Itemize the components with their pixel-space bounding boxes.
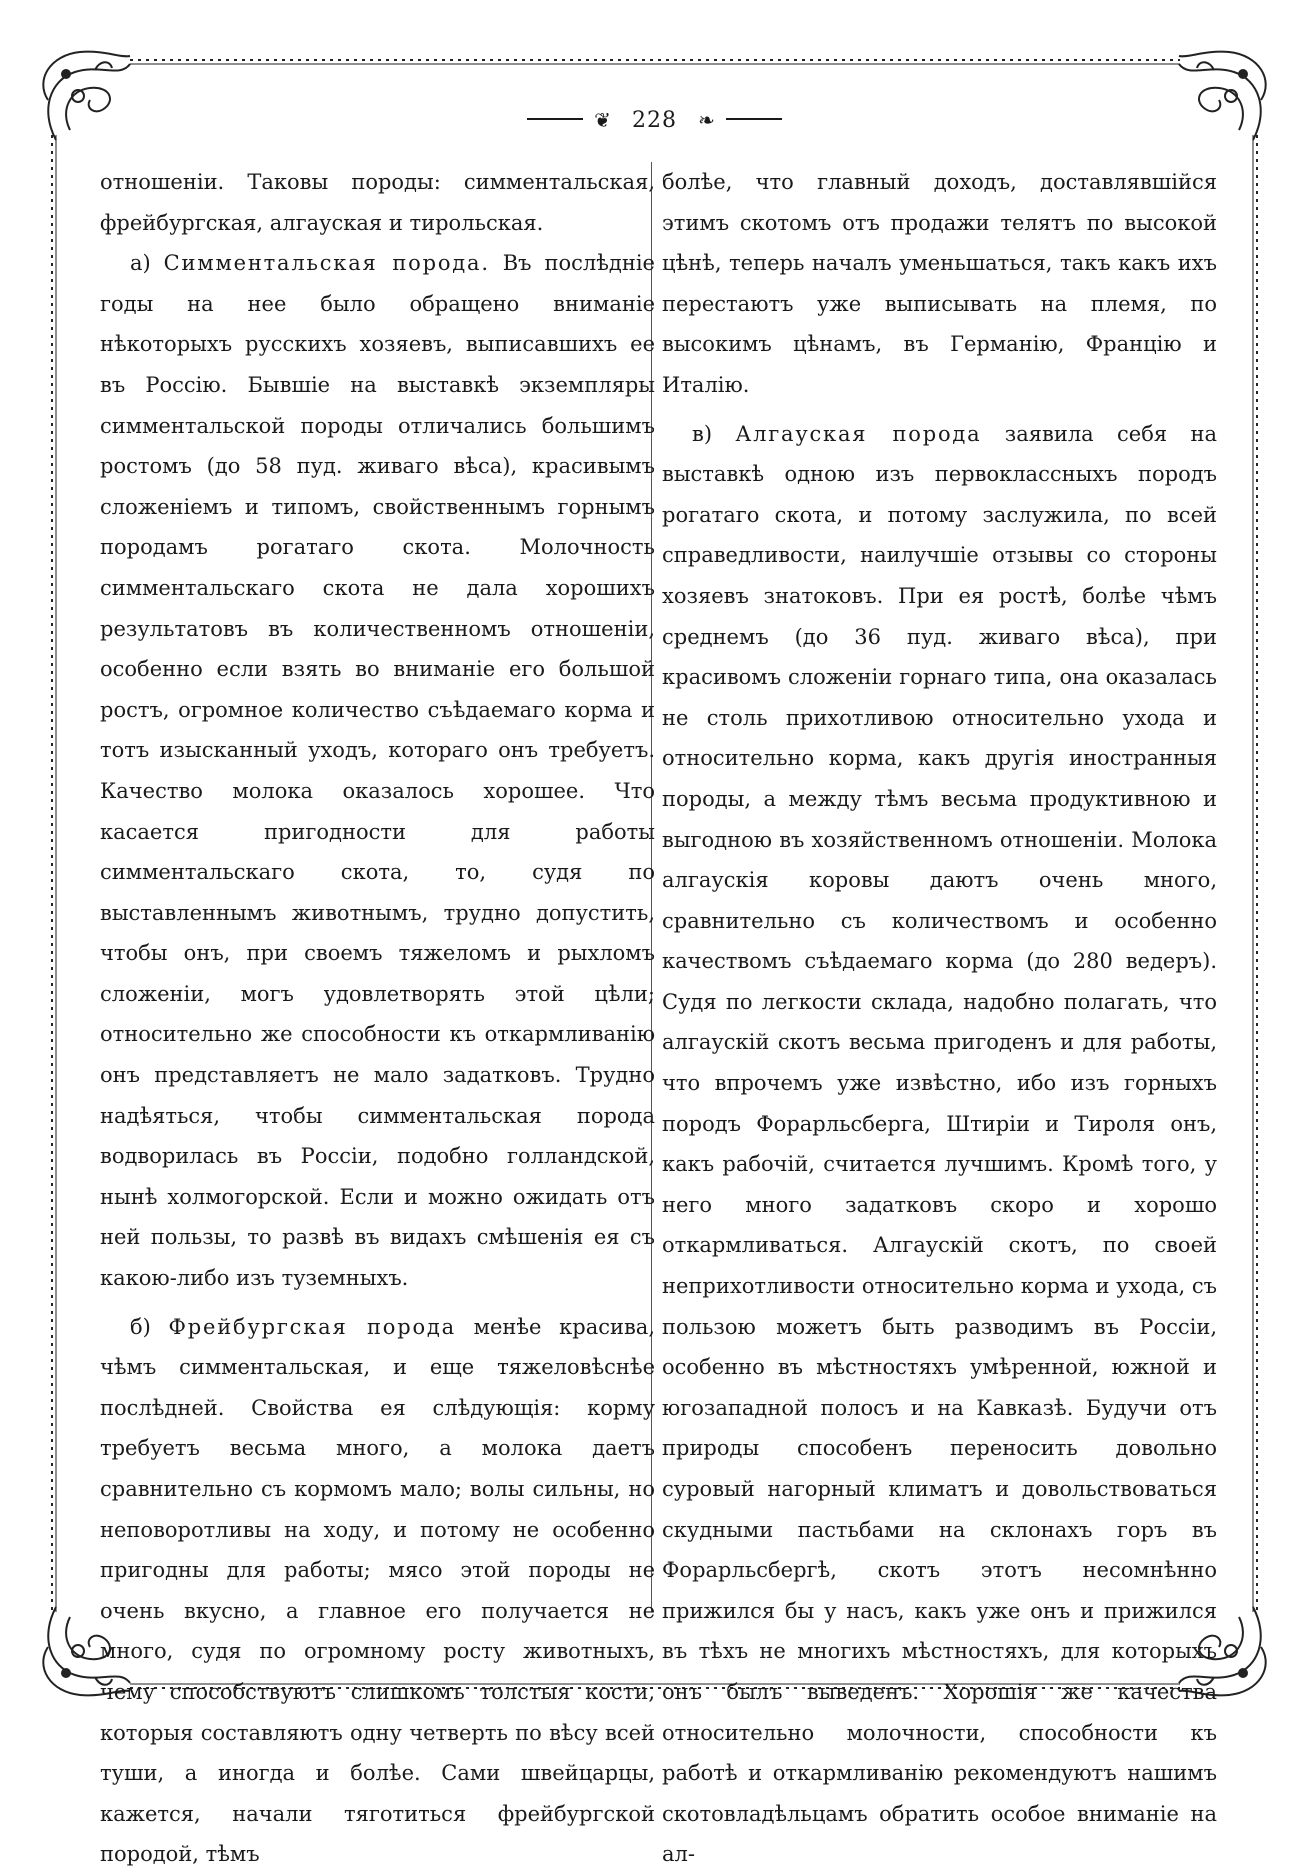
paragraph-text: менѣе красива, чѣмъ симментальская, и еще тяжеловѣснѣе послѣдней. Свойства ея слѣдующія: корму требуетъ весьма много, а молока даетъ сравнительно съ кормомъ мало; волы сильны, но неповоротливы на ходу, и потому не особенно пригодны для работы; мясо этой породы не очень вкусно, а главное его получается не много, судя по огромному росту животныхъ, чему способствуютъ слишкомъ толстыя кости, которыя составляютъ одну четверть по вѣсу всей туши, а иногда и болѣе. Сами швейцарцы, кажется, начали тяготиться фрейбургской породой, тѣмъ	[100, 1314, 655, 1867]
list-marker: а)	[130, 251, 151, 276]
right-column	[662, 162, 1217, 1867]
paragraph-freiburg	[100, 1307, 655, 1875]
header-rule-left	[527, 118, 583, 120]
left-column	[100, 162, 655, 1867]
paragraph	[662, 162, 1217, 406]
page-header	[0, 104, 1309, 144]
section-heading: Фрейбургская порода	[168, 1314, 456, 1339]
list-marker: в)	[692, 421, 713, 446]
paragraph-simmental	[100, 243, 655, 1298]
paragraph-text: Въ послѣдніе годы на нее было обращено вниманіе нѣкоторыхъ русскихъ хозяевъ, выписавшихъ ее въ Россію. Бывшіе на выставкѣ экземпляры симментальской породы отличались большимъ ростомъ (до 58 пуд. живаго вѣса), красивымъ сложеніемъ и типомъ, свойственнымъ горнымъ породамъ рогатаго скота. Молочность симментальскаго скота не дала хорошихъ результатовъ въ количественномъ отношеніи, особенно если взять во вниманіе его большой ростъ, огромное количество съѣдаемаго корма и тотъ изысканный уходъ, котораго онъ требуетъ. Качество молока оказалось хорошее. Что касается пригодности для работы симментальскаго скота, то, судя по выставленнымъ животнымъ, трудно допустить, чтобы онъ, при своемъ тяжеломъ и рыхломъ сложеніи, могъ удовлетворять этой цѣли; относительно же способности къ откармливанію онъ представляетъ не мало задатковъ. Трудно надѣяться, чтобы симментальская порода водворилась въ Россіи, подобно голландской, нынѣ холмогорской. Если и можно ожидать отъ ней пользы, то развѣ въ видахъ смѣшенія ея съ какою-либо изъ туземныхъ.	[100, 251, 655, 1291]
header-ornament-right-icon: ❧	[698, 107, 715, 132]
paragraph-text: болѣе, что главный доходъ, доставлявшійся этимъ скотомъ отъ продажи телятъ по высокой цѣнѣ, теперь началъ уменьшаться, такъ какъ ихъ перестаютъ уже выписывать на племя, по высокимъ цѣнамъ, въ Германію, Францію и Италію.	[662, 170, 1217, 397]
paragraph	[100, 162, 655, 243]
list-marker: б)	[130, 1314, 151, 1339]
section-heading: Алгауская порода	[735, 421, 982, 446]
section-heading: Симментальская порода.	[163, 251, 490, 276]
paragraph-text: заявила себя на выставкѣ одною изъ первоклассныхъ породъ рогатаго скота, и потому заслужила, по всей справедливости, наилучшіе отзывы со стороны хозяевъ знатоковъ. При ея ростѣ, болѣе чѣмъ среднемъ (до 36 пуд. живаго вѣса), при красивомъ сложеніи горнаго типа, она оказалась не столь прихотливою относительно ухода и относительно корма, какъ другія иностранныя породы, а между тѣмъ весьма продуктивною и выгодною въ хозяйственномъ отношеніи. Молока алгаускія коровы даютъ очень много, сравнительно съ количествомъ и особенно качествомъ съѣдаемаго корма (до 280 ведеръ). Судя по легкости склада, надобно полагать, что алгаускій скотъ весьма пригоденъ и для работы, что впрочемъ уже извѣстно, ибо изъ горныхъ породъ Форарльсберга, Штиріи и Тироля онъ, какъ рабочій, считается лучшимъ. Кромѣ того, у него много задатковъ скоро и хорошо откармливаться. Алгаускій скотъ, по своей неприхотливости относительно корма и ухода, съ пользою можетъ быть разводимъ въ Россіи, особенно въ мѣстностяхъ умѣренной, южной и югозападной полосъ и на Кавказѣ. Будучи отъ природы способенъ переносить довольно суровый нагорный климатъ и довольствоваться скудными пастьбами на склонахъ горъ въ Форарльсбергѣ, скотъ этотъ несомнѣнно прижился бы у насъ, какъ уже онъ и прижился въ тѣхъ не многихъ мѣстностяхъ, для которыхъ онъ былъ выведенъ. Хорошія же качества относительно молочности, способности къ работѣ и откармливанію рекомендуютъ нашимъ скотовладѣльцамъ обратить особое вниманіе на ал-	[662, 421, 1217, 1867]
page-number: 228	[632, 108, 677, 133]
header-rule-right	[726, 118, 782, 120]
paragraph-allgau	[662, 414, 1217, 1875]
paragraph-text: отношеніи. Таковы породы: симментальская, фрейбургская, алгауская и тирольская.	[100, 170, 655, 235]
header-ornament-left-icon: ❦	[594, 107, 611, 132]
